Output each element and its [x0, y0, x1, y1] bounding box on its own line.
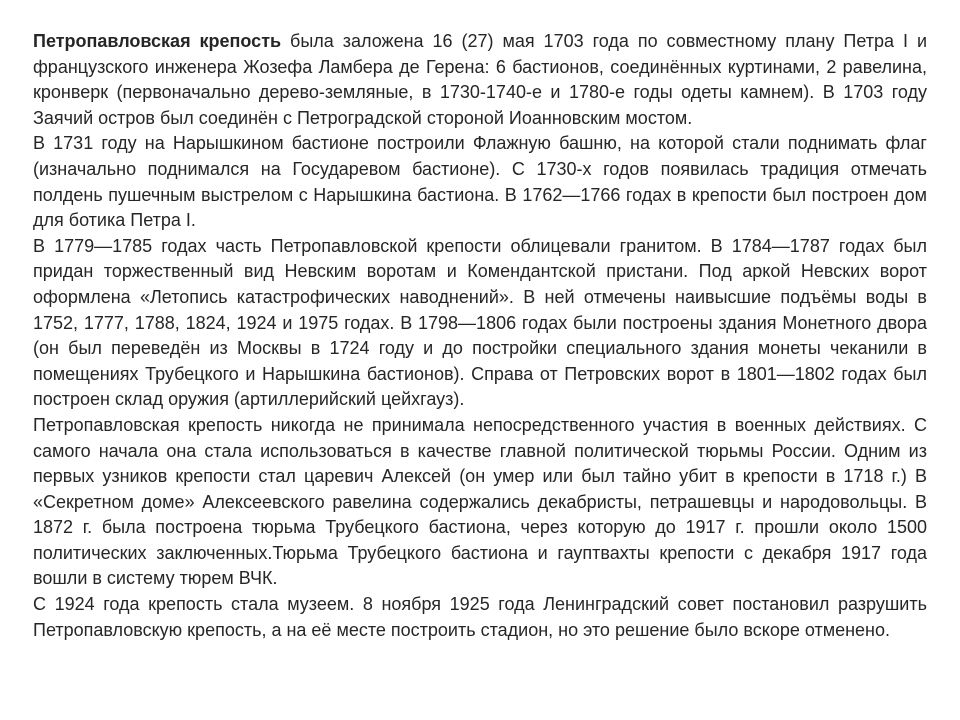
paragraph-granite-facing: [33, 234, 927, 413]
paragraph-text: В 1731 году на Нарышкином бастионе построили Флажную башню, на которой стали поднимать флаг (изначально поднимался на Государевом бастионе). С 1730-х годов появилась традиция отмечать полдень пушечным выстрелом с Нарышкина бастиона. В 1762—1766 годах в крепости был построен дом для ботика Петра I.: [33, 133, 927, 231]
paragraph-text: В 1779—1785 годах часть Петропавловской крепости облицевали гранитом. В 1784—1787 годах был придан торжественный вид Невским воротам и Комендантской пристани. Под аркой Невских ворот оформлена «Летопись катастрофических наводнений». В ней отмечены наивысшие подъёмы воды в 1752, 1777, 1788, 1824, 1924 и 1975 годах. В 1798—1806 годах были построены здания Монетного двора (он был переведён из Москвы в 1724 году и до постройки специального здания монеты чеканили в помещениях Трубецкого и Нарышкина бастионов). Справа от Петровских ворот в 1801—1802 годах был построен склад оружия (артиллерийский цейхгауз).: [33, 235, 927, 410]
paragraph-museum: [33, 592, 927, 643]
paragraph-founding: [33, 29, 927, 131]
paragraph-text: С 1924 года крепость стала музеем. 8 ноября 1925 года Ленинградский совет постановил разрушить Петропавловскую крепость, а на её месте построить стадион, но это решение было вскоре отменено.: [33, 594, 927, 640]
slide-text-body: [33, 29, 927, 643]
paragraph-text: Петропавловская крепость никогда не принимала непосредственного участия в военных действиях. С самого начала она стала использоваться в качестве главной политической тюрьмы России. Одним из первых узников крепости стал царевич Алексей (он умер или был тайно убит в крепости в 1718 г.) В «Секретном доме» Алексеевского равелина содержались декабристы, петрашевцы и народовольцы. В 1872 г. была построена тюрьма Трубецкого бастиона, через которую до 1917 г. прошли около 1500 политических заключенных.Тюрьма Трубецкого бастиона и гауптвахты крепости с декабря 1917 года вошли в систему тюрем ВЧК.: [33, 414, 927, 589]
paragraph-text: была заложена 16 (27) мая 1703 года по совместному плану Петра I и французского инженера Жозефа Ламбера де Герена: 6 бастионов, соединённых куртинами, 2 равелина, кронверк (первоначально дерево-земляные, в 1730-1740-е и 1780-е годы одеты камнем). В 1703 году Заячий остров был соединён с Петроградской стороной Иоанновским мостом.: [33, 31, 928, 128]
paragraph-political-prison: [33, 413, 927, 592]
paragraph-lead-title: Петропавловская крепость: [33, 31, 282, 51]
paragraph-flag-tower: [33, 131, 927, 233]
